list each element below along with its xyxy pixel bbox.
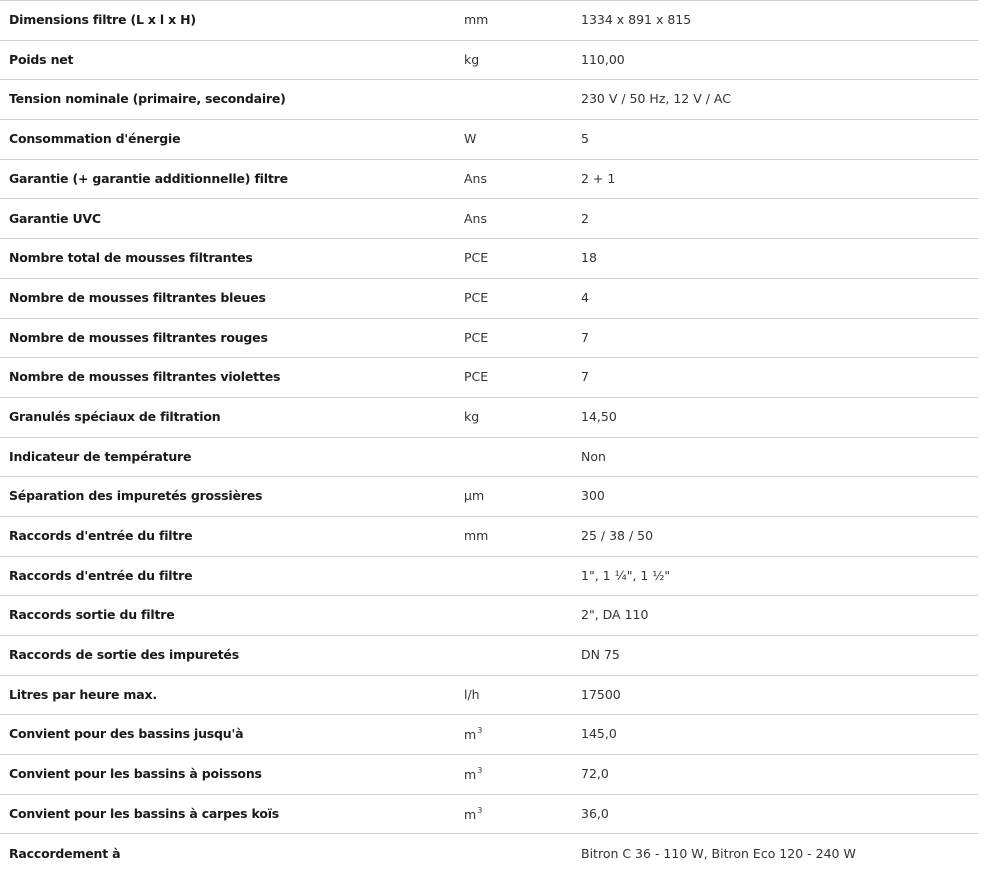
spec-value: 18 <box>581 239 978 279</box>
table-row <box>0 199 978 239</box>
table-row <box>0 755 978 795</box>
spec-value: 230 V / 50 Hz, 12 V / AC <box>581 80 978 120</box>
table-row <box>0 397 978 437</box>
table-row <box>0 120 978 160</box>
spec-label: Consommation d'énergie <box>0 120 464 160</box>
spec-unit <box>464 556 581 596</box>
spec-label: Garantie (+ garantie additionnelle) filtre <box>0 159 464 199</box>
spec-label: Garantie UVC <box>0 199 464 239</box>
spec-value: 2 <box>581 199 978 239</box>
spec-label: Séparation des impuretés grossières <box>0 477 464 517</box>
spec-value: 25 / 38 / 50 <box>581 516 978 556</box>
spec-value: 5 <box>581 120 978 160</box>
spec-value: 17500 <box>581 675 978 715</box>
table-row <box>0 437 978 477</box>
spec-unit <box>464 80 581 120</box>
spec-unit: mm <box>464 1 581 41</box>
spec-unit <box>464 755 581 795</box>
table-row <box>0 834 978 873</box>
spec-value: 1", 1 ¼", 1 ½" <box>581 556 978 596</box>
spec-unit: PCE <box>464 239 581 279</box>
table-row <box>0 278 978 318</box>
spec-label: Litres par heure max. <box>0 675 464 715</box>
spec-unit <box>464 596 581 636</box>
unit-exponent: 3 <box>477 766 483 776</box>
spec-label: Poids net <box>0 40 464 80</box>
spec-unit: PCE <box>464 318 581 358</box>
table-row <box>0 794 978 834</box>
spec-value: 110,00 <box>581 40 978 80</box>
spec-value: 14,50 <box>581 397 978 437</box>
spec-label: Raccords d'entrée du filtre <box>0 516 464 556</box>
spec-value: Bitron C 36 - 110 W, Bitron Eco 120 - 240 W <box>581 834 978 873</box>
spec-label: Tension nominale (primaire, secondaire) <box>0 80 464 120</box>
unit-base: m <box>464 806 477 822</box>
spec-label: Convient pour les bassins à poissons <box>0 755 464 795</box>
unit-exponent: 3 <box>477 726 483 736</box>
spec-label: Convient pour des bassins jusqu'à <box>0 715 464 755</box>
spec-unit <box>464 794 581 834</box>
spec-label: Dimensions filtre (L x l x H) <box>0 1 464 41</box>
spec-unit: Ans <box>464 159 581 199</box>
table-row <box>0 596 978 636</box>
spec-value: 36,0 <box>581 794 978 834</box>
spec-label: Nombre de mousses filtrantes bleues <box>0 278 464 318</box>
spec-label: Raccords d'entrée du filtre <box>0 556 464 596</box>
table-row <box>0 516 978 556</box>
spec-label: Raccords de sortie des impuretés <box>0 636 464 676</box>
unit-exponent: 3 <box>477 805 483 815</box>
spec-value: 2", DA 110 <box>581 596 978 636</box>
spec-unit <box>464 834 581 873</box>
table-row <box>0 80 978 120</box>
spec-label: Indicateur de température <box>0 437 464 477</box>
spec-unit: Ans <box>464 199 581 239</box>
spec-unit: W <box>464 120 581 160</box>
spec-value: Non <box>581 437 978 477</box>
table-row <box>0 159 978 199</box>
table-row <box>0 636 978 676</box>
spec-label: Raccordement à <box>0 834 464 873</box>
spec-value: 4 <box>581 278 978 318</box>
spec-label: Raccords sortie du filtre <box>0 596 464 636</box>
spec-value: 72,0 <box>581 755 978 795</box>
unit-base: m <box>464 767 477 783</box>
spec-unit: PCE <box>464 278 581 318</box>
spec-value: 300 <box>581 477 978 517</box>
spec-label: Nombre de mousses filtrantes rouges <box>0 318 464 358</box>
unit-base: m <box>464 727 477 743</box>
spec-unit: PCE <box>464 358 581 398</box>
spec-value: 145,0 <box>581 715 978 755</box>
spec-label: Nombre total de mousses filtrantes <box>0 239 464 279</box>
spec-unit: kg <box>464 397 581 437</box>
spec-label: Nombre de mousses filtrantes violettes <box>0 358 464 398</box>
spec-value: 2 + 1 <box>581 159 978 199</box>
spec-value: 1334 x 891 x 815 <box>581 1 978 41</box>
table-row <box>0 556 978 596</box>
spec-unit: µm <box>464 477 581 517</box>
spec-unit <box>464 715 581 755</box>
spec-unit <box>464 437 581 477</box>
table-row <box>0 715 978 755</box>
spec-unit: l/h <box>464 675 581 715</box>
table-row <box>0 358 978 398</box>
table-row <box>0 40 978 80</box>
spec-unit <box>464 636 581 676</box>
spec-value: DN 75 <box>581 636 978 676</box>
spec-value: 7 <box>581 358 978 398</box>
spec-label: Convient pour les bassins à carpes koïs <box>0 794 464 834</box>
spec-unit: kg <box>464 40 581 80</box>
table-row <box>0 239 978 279</box>
table-row <box>0 477 978 517</box>
table-row <box>0 675 978 715</box>
spec-label: Granulés spéciaux de filtration <box>0 397 464 437</box>
spec-value: 7 <box>581 318 978 358</box>
table-row <box>0 318 978 358</box>
table-row <box>0 1 978 41</box>
spec-unit: mm <box>464 516 581 556</box>
